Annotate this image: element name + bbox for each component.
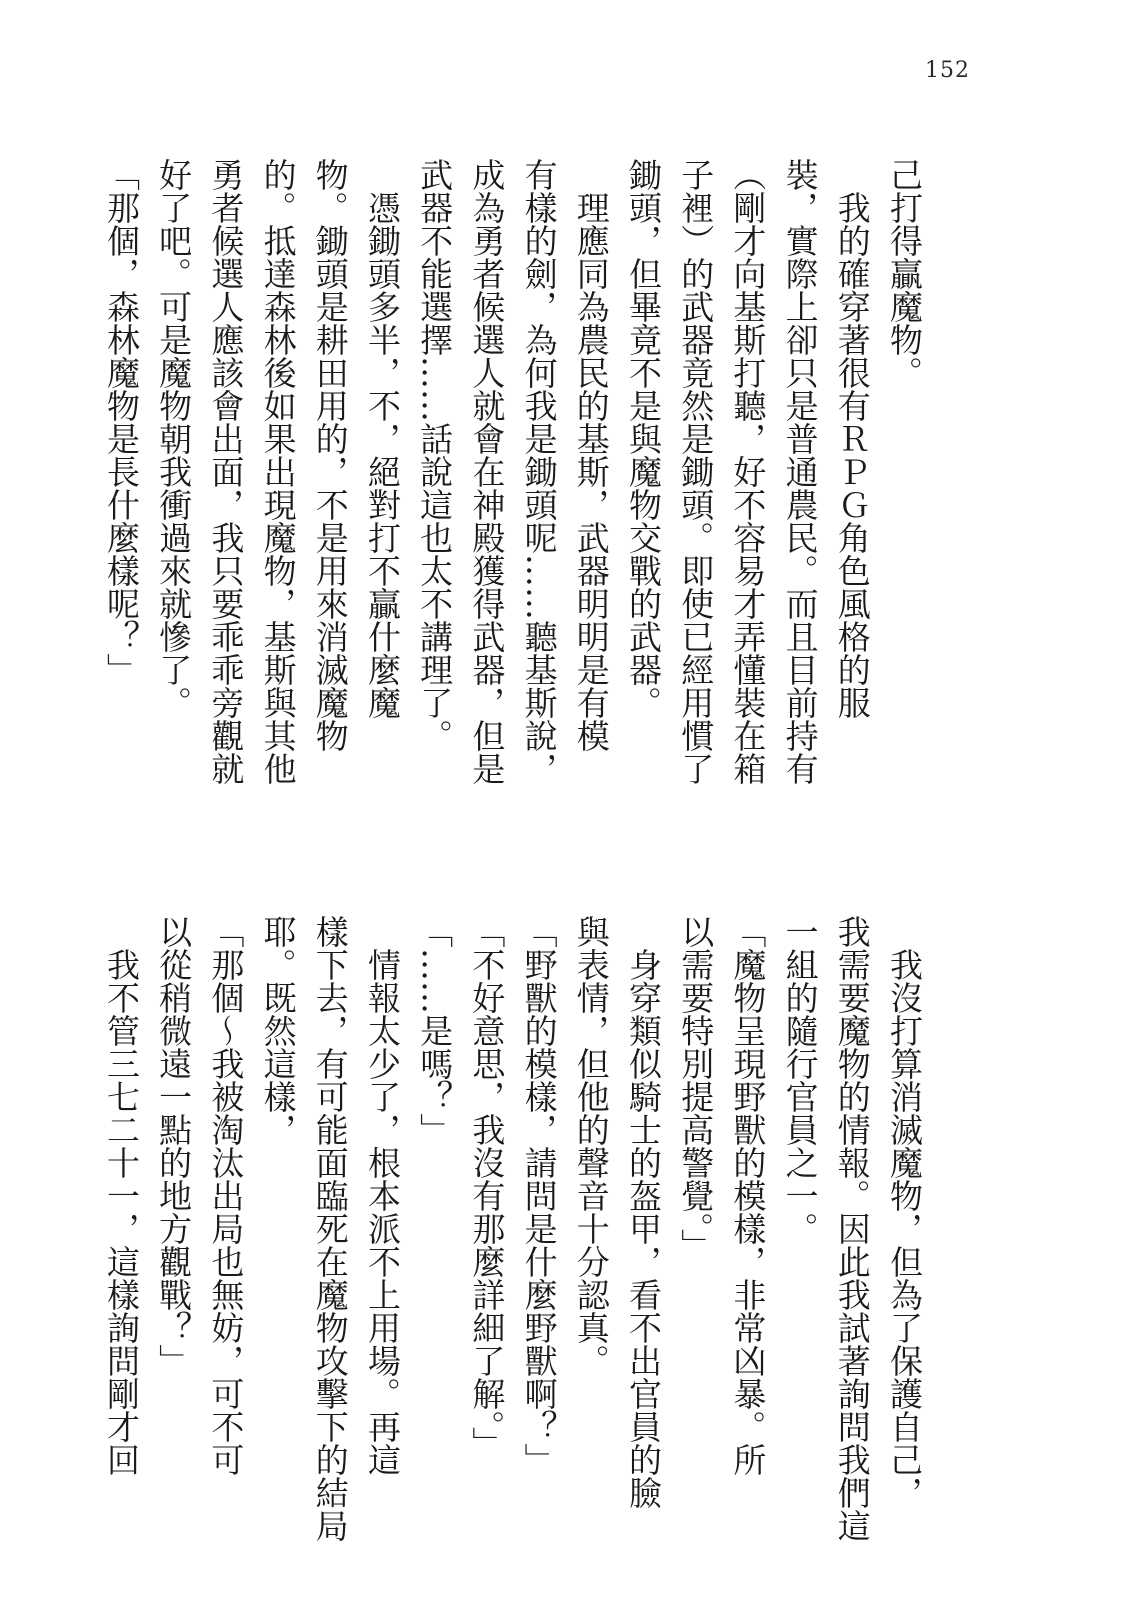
text-block-bottom	[101, 915, 930, 1542]
text-line: 理應同為農民的基斯，武器明明是有模	[571, 191, 611, 752]
text-line: 以需要特別提高警覺。」	[676, 915, 716, 1262]
text-line: 「不好意思，我沒有那麼詳細了解。」	[467, 915, 507, 1460]
text-line: 我需要魔物的情報。因此我試著詢問我們這	[832, 915, 872, 1542]
text-line: 以從稍微遠一點的地方觀戰？」	[154, 915, 194, 1377]
text-line: 我沒打算消滅魔物，但為了保護自己，	[885, 948, 924, 1509]
text-line: 物。鋤頭是耕田用的，不是用來消滅魔物	[310, 158, 350, 752]
text-line: 成為勇者候選人就會在神殿獲得武器，但是	[467, 158, 507, 785]
text-line: 樣下去，有可能面臨死在魔物攻擊下的結局	[310, 915, 350, 1542]
text-line: （剛才向基斯打聽，好不容易才弄懂裝在箱	[728, 158, 768, 785]
page-number: 152	[925, 58, 970, 83]
text-line: 「那個～我被淘汰出局也無妨，可不可	[206, 915, 246, 1476]
text-line: 子裡）的武器竟然是鋤頭。即使已經用慣了	[676, 158, 716, 785]
text-line: 己打得贏魔物。	[885, 158, 924, 389]
text-line: 身穿類似騎士的盔甲，看不出官員的臉	[623, 948, 663, 1509]
text-line: 「野獸的模樣，請問是什麼野獸啊？」	[519, 915, 559, 1476]
text-line: 好了吧。可是魔物朝我衝過來就慘了。	[154, 158, 194, 719]
text-line: 一組的隨行官員之一。	[780, 915, 820, 1245]
text-line: 武器不能選擇……話說這也太不講理了。	[415, 158, 455, 752]
text-line: 與表情，但他的聲音十分認真。	[571, 915, 611, 1377]
text-line: 我的確穿著很有ＲＰＧ角色風格的服	[832, 191, 872, 719]
text-line: 「那個，森林魔物是長什麼樣呢？」	[101, 158, 141, 686]
text-line: 的。抵達森林後如果出現魔物，基斯與其他	[258, 158, 298, 785]
text-line: 「……是嗎？」	[415, 915, 455, 1146]
text-line: 裝，實際上卻只是普通農民。而且目前持有	[780, 158, 820, 785]
text-line: 有樣的劍，為何我是鋤頭呢……聽基斯說，	[519, 158, 559, 785]
text-line: 我不管三七二十一，這樣詢問剛才回	[101, 948, 141, 1476]
text-line: 情報太少了，根本派不上用場。再這	[362, 948, 402, 1476]
text-block-top	[101, 158, 930, 785]
text-line: 「魔物呈現野獸的模樣，非常凶暴。所	[728, 915, 768, 1476]
text-line: 憑鋤頭多半，不，絕對打不贏什麼魔	[362, 191, 402, 719]
text-line: 耶。既然這樣，	[258, 915, 298, 1146]
text-line: 勇者候選人應該會出面，我只要乖乖旁觀就	[206, 158, 246, 785]
text-line: 鋤頭，但畢竟不是與魔物交戰的武器。	[623, 158, 663, 719]
